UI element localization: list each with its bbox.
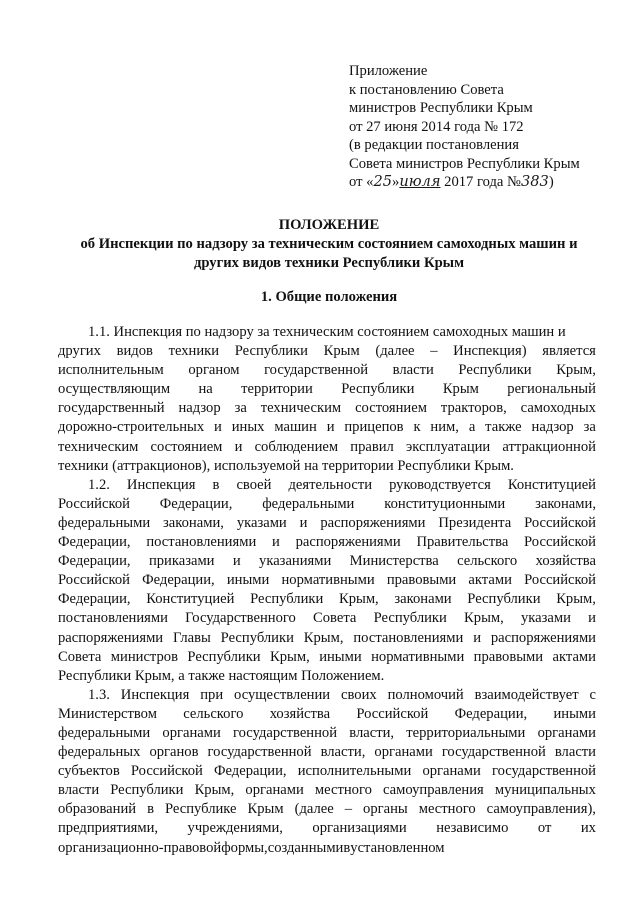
word: Республики xyxy=(341,381,415,398)
word: в xyxy=(147,801,154,818)
word: сельского xyxy=(183,705,244,722)
appendix-block xyxy=(349,62,609,192)
paragraph xyxy=(58,476,596,686)
word: органами xyxy=(374,744,433,761)
date-mid: » xyxy=(392,174,400,190)
word: своей xyxy=(236,476,272,493)
word: приказами xyxy=(148,553,215,570)
word: исполнительным xyxy=(58,362,164,379)
word: иными xyxy=(319,648,362,665)
word: Инспекция xyxy=(126,476,196,493)
word: Крым, xyxy=(556,362,596,379)
word: Российской xyxy=(524,514,596,531)
word: также xyxy=(485,419,522,436)
word: – xyxy=(430,343,438,360)
date-year: 2017 года № xyxy=(440,174,521,190)
word: Республики xyxy=(110,782,184,799)
word: техническим xyxy=(260,400,342,417)
word: постановлениями xyxy=(353,629,464,646)
word: надзор xyxy=(178,400,221,417)
word: территории xyxy=(241,381,313,398)
word: Крым, xyxy=(194,782,235,799)
text-line xyxy=(58,819,596,838)
word: власти xyxy=(392,362,434,379)
word: органом xyxy=(188,362,240,379)
word: Крым, xyxy=(270,648,310,665)
word: Республики xyxy=(234,343,308,360)
word: и xyxy=(232,553,241,570)
word: Совета xyxy=(58,648,102,665)
word: государственный xyxy=(58,400,165,417)
text-line xyxy=(58,418,596,437)
word: Федерации, xyxy=(213,763,287,780)
title-subtitle-line: других видов техники Республики Крым xyxy=(193,255,465,271)
word: техники (аттракционов), используемой на территории Республики Крым. xyxy=(58,457,514,474)
word: региональный xyxy=(507,381,596,398)
word: органами xyxy=(162,724,221,741)
word: законами, xyxy=(535,495,596,512)
date-prefix: от « xyxy=(349,174,374,190)
word: Федерации, xyxy=(58,553,131,570)
word: 1.3. xyxy=(88,686,110,703)
word: распоряжениями xyxy=(58,629,164,646)
word: и xyxy=(214,419,222,436)
word: тракторов, xyxy=(440,400,507,417)
word: организациями xyxy=(312,820,407,837)
word: государственной xyxy=(233,724,338,741)
word: субъектов xyxy=(58,763,120,780)
word: формы, xyxy=(221,839,268,856)
word: 1.2. xyxy=(88,476,110,493)
text-line xyxy=(58,476,596,495)
text-line xyxy=(58,800,596,819)
word: независимо xyxy=(436,820,509,837)
word: органы xyxy=(363,801,408,818)
word: и xyxy=(234,438,243,455)
word: Совета xyxy=(313,610,357,627)
word: иными xyxy=(226,572,270,589)
word: правовыми xyxy=(473,648,544,665)
appendix-line: к постановлению Совета xyxy=(349,81,504,98)
word: иными xyxy=(553,705,596,722)
word: органами xyxy=(245,782,304,799)
word: Крым xyxy=(323,343,360,360)
word: Крым, xyxy=(303,629,344,646)
word: состоянием xyxy=(355,400,427,417)
word: Федерации, xyxy=(142,572,215,589)
word: в xyxy=(212,476,220,493)
text-line xyxy=(58,743,596,762)
word: указаниями xyxy=(259,553,332,570)
word: является xyxy=(542,343,596,360)
word: учреждениями, xyxy=(187,820,283,837)
word: министров xyxy=(110,648,178,665)
word: Федерации, xyxy=(159,495,233,512)
word: Министерства xyxy=(349,553,439,570)
word: Республики xyxy=(187,648,261,665)
word: государственной xyxy=(264,362,369,379)
word: прицепов xyxy=(344,419,404,436)
word: видов xyxy=(116,343,153,360)
appendix-line: Совета министров Республики Крым xyxy=(349,155,580,172)
word: Конституцией xyxy=(146,591,235,608)
word: самоуправления xyxy=(382,782,484,799)
word: нормативными xyxy=(281,572,375,589)
word: за xyxy=(234,400,247,417)
text-line xyxy=(58,686,596,705)
paragraph xyxy=(58,323,596,476)
word: распоряжениями xyxy=(490,629,596,646)
word: самоуправления), xyxy=(486,801,596,818)
word: техники xyxy=(168,343,220,360)
word: органов xyxy=(149,744,199,761)
appendix-line: от 27 июня 2014 года № 172 xyxy=(349,118,524,135)
word: Президента xyxy=(438,514,512,531)
text-line xyxy=(58,380,596,399)
text-line xyxy=(58,762,596,781)
word: органами xyxy=(422,763,481,780)
word: Крым xyxy=(442,381,479,398)
word: установленном xyxy=(350,839,445,856)
text-line xyxy=(58,648,596,667)
word: постановлениями xyxy=(58,610,168,627)
word: самоходных xyxy=(520,400,596,417)
word: и xyxy=(272,534,280,551)
word: правил xyxy=(350,438,394,455)
word: полномочий xyxy=(387,686,464,703)
word: власти, xyxy=(349,724,395,741)
word: Республики Крым, а также настоящим Положением. xyxy=(58,667,385,684)
document-title xyxy=(60,216,598,273)
word: Правительства xyxy=(416,534,509,551)
word: Российской xyxy=(524,572,596,589)
word: эксплуатации xyxy=(406,438,491,455)
word: Республике xyxy=(164,801,237,818)
appendix-line: Приложение xyxy=(349,63,428,79)
word: федеральных xyxy=(58,744,141,761)
word: актами xyxy=(552,648,596,665)
word: (далее xyxy=(375,343,415,360)
word: органами xyxy=(537,724,596,741)
word: и xyxy=(326,419,335,436)
text-line xyxy=(58,342,596,361)
word: взаимодействует xyxy=(474,686,579,703)
word: техническим xyxy=(58,438,139,455)
word: иных xyxy=(231,419,265,436)
text-line xyxy=(58,781,596,800)
word: – xyxy=(344,801,353,818)
word: местного xyxy=(314,782,372,799)
word: Республики xyxy=(220,629,294,646)
word: созданными xyxy=(267,839,344,856)
title-subtitle-line: об Инспекции по надзору за техническим состоянием самоходных машин и xyxy=(80,236,578,252)
text-line xyxy=(58,724,596,743)
word: государственной xyxy=(207,744,312,761)
word: соблюдением xyxy=(254,438,339,455)
word: законами xyxy=(394,591,452,608)
word: постановлениями xyxy=(146,534,257,551)
word: их xyxy=(580,820,596,837)
word: Инспекция) xyxy=(453,343,527,360)
word: правовыми xyxy=(386,572,457,589)
text-line xyxy=(58,552,596,571)
word: федеральными xyxy=(58,514,151,531)
text-line xyxy=(58,457,596,476)
word: сельского xyxy=(457,553,518,570)
word: Российской xyxy=(130,763,203,780)
word: при xyxy=(200,686,224,703)
word: распоряжениями xyxy=(295,534,401,551)
text-line xyxy=(58,399,596,418)
word: Федерации, xyxy=(454,705,528,722)
word: государственной xyxy=(491,763,596,780)
word: Крым, xyxy=(338,591,379,608)
title-heading: ПОЛОЖЕНИЕ xyxy=(278,217,380,233)
word: от xyxy=(537,820,552,837)
word: и xyxy=(588,610,596,627)
text-line xyxy=(58,839,596,858)
text-line xyxy=(58,533,596,552)
word: в xyxy=(343,839,351,856)
word: (далее xyxy=(294,801,334,818)
word: и xyxy=(299,514,308,531)
text-line xyxy=(58,667,596,686)
handwritten-day: 25 xyxy=(373,173,393,190)
word: Министерством xyxy=(58,705,157,722)
text-line xyxy=(58,361,596,380)
handwritten-month: июля xyxy=(399,173,441,190)
text-line xyxy=(58,438,596,457)
word: Государственного xyxy=(185,610,296,627)
word: на xyxy=(198,381,213,398)
text-line xyxy=(58,590,596,609)
text-line xyxy=(58,571,596,590)
word: осуществляющим xyxy=(58,381,171,398)
word: состоянием xyxy=(150,438,223,455)
word: актами xyxy=(468,572,512,589)
word: ним, xyxy=(430,419,459,436)
text-line xyxy=(58,629,596,648)
section-heading: 1. Общие положения xyxy=(260,289,398,305)
word: местного xyxy=(418,801,476,818)
paragraph xyxy=(58,686,596,858)
word: руководствуется xyxy=(389,476,491,493)
date-suffix: ) xyxy=(548,174,554,190)
word: к xyxy=(413,419,421,436)
word: нормативными xyxy=(371,648,465,665)
word: Российской xyxy=(58,495,130,512)
text-line xyxy=(58,323,596,342)
word: а xyxy=(468,419,476,436)
word: Федерации, xyxy=(58,534,131,551)
word: надзор xyxy=(531,419,574,436)
word: деятельности xyxy=(288,476,373,493)
word: власти, xyxy=(320,744,366,761)
word: власти xyxy=(58,782,100,799)
word: Крым xyxy=(247,801,284,818)
document-body xyxy=(58,323,596,858)
word: Конституцией xyxy=(507,476,596,493)
word: Республики xyxy=(250,591,324,608)
word: Российской xyxy=(356,705,429,722)
appendix-line: (в редакции постановления xyxy=(349,137,519,153)
word: власти xyxy=(554,744,596,761)
word: 1.1. Инспекция по надзору за техническим состоянием самоходных машин и xyxy=(88,324,566,340)
word: Федерации, xyxy=(58,591,131,608)
word: исполнительными xyxy=(297,763,412,780)
word: осуществлении xyxy=(234,686,331,703)
word: территориальными xyxy=(406,724,526,741)
word: государственной xyxy=(441,744,546,761)
text-line xyxy=(58,705,596,724)
word: указами xyxy=(236,514,287,531)
appendix-date-line xyxy=(349,173,609,192)
word: машин xyxy=(274,419,317,436)
word: федеральными xyxy=(58,724,151,741)
word: Республики xyxy=(458,362,532,379)
word: конституционными xyxy=(384,495,506,512)
word: муниципальных xyxy=(494,782,596,799)
word: с xyxy=(589,686,596,703)
word: Республики xyxy=(373,610,447,627)
word: распоряжениями xyxy=(320,514,426,531)
word: аттракционной xyxy=(502,438,596,455)
word: своих xyxy=(341,686,377,703)
text-line xyxy=(58,609,596,628)
word: Главы xyxy=(173,629,211,646)
word: организационно-правовой xyxy=(58,839,222,856)
word: Республики xyxy=(467,591,541,608)
word: Крым, xyxy=(464,610,504,627)
word: за xyxy=(583,419,596,436)
text-line xyxy=(58,495,596,514)
word: хозяйства xyxy=(535,553,596,570)
word: федеральными xyxy=(262,495,355,512)
word: Российской xyxy=(58,572,130,589)
handwritten-number: 383 xyxy=(520,173,549,190)
word: других xyxy=(58,343,101,360)
word: и xyxy=(473,629,481,646)
word: указами xyxy=(521,610,571,627)
word: законами, xyxy=(163,514,224,531)
word: дорожно-строительных xyxy=(58,419,205,436)
word: Российской xyxy=(524,534,596,551)
word: Крым, xyxy=(556,591,596,608)
text-line xyxy=(58,514,596,533)
word: образований xyxy=(58,801,137,818)
word: Инспекция xyxy=(120,686,190,703)
word: предприятиями, xyxy=(58,820,159,837)
word: хозяйства xyxy=(269,705,331,722)
appendix-line: министров Республики Крым xyxy=(349,100,533,116)
